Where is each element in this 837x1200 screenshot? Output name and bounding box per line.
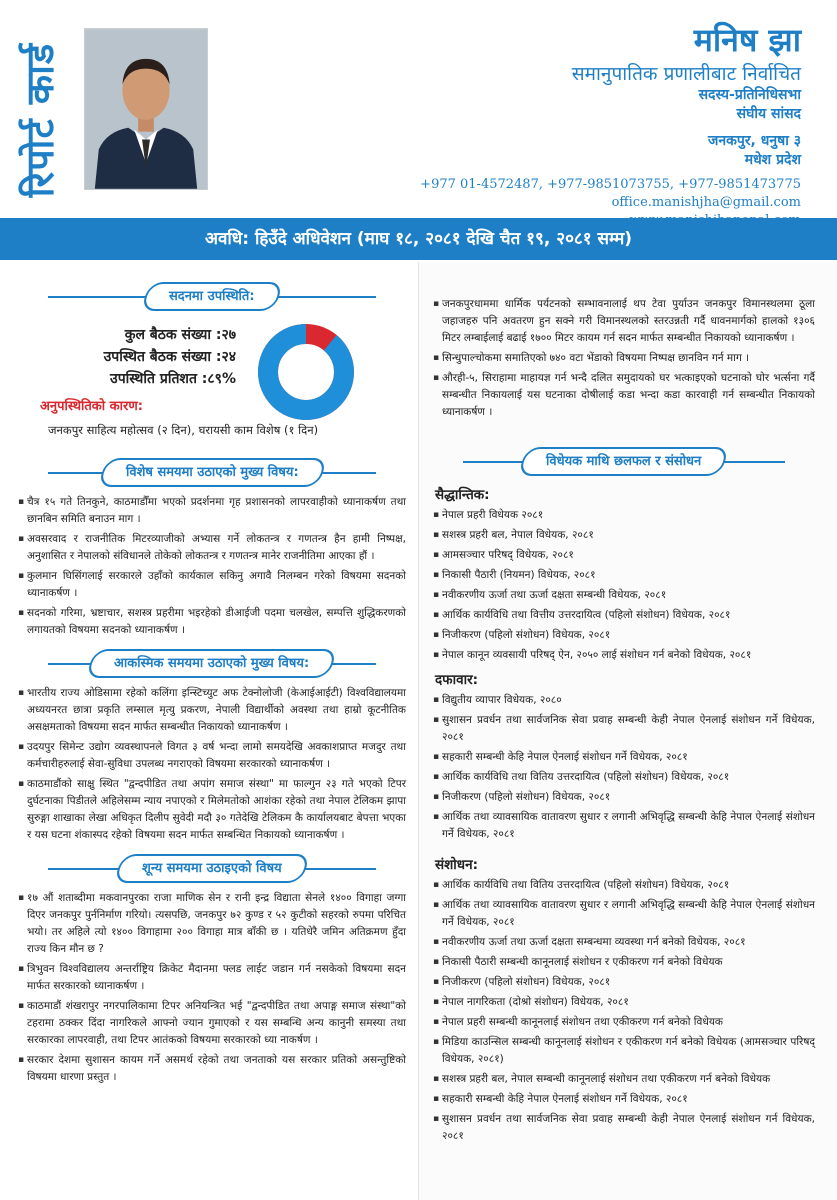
list-item: ▪ काठमाडौं शंखरापुर नगरपालिकामा टिपर अनियन्त्रित भई "द्वन्दपीडित तथा अपाङ्ग समाज संस्था"को टहरामा ठक्कर दिंदा नागरिकले आफ्नो ज्यान गुमाएको र यस सम्बन्धि अन्य कानुनी समस्या तथा सरकारका लापरवाही, तथा टिपर आतंकको विषयमा सरकारको ध्या नाकर्षण । <box>18 998 406 1049</box>
amend-bills-list <box>433 877 815 1145</box>
list-item: ▪ सशस्त्र प्रहरी बल, नेपाल विधेयक, २०८१ <box>433 527 815 544</box>
list-item: ▪ भारतीय राज्य ओडिसामा रहेको कलिंगा इन्स्टिच्युट अफ टेक्नोलोजी (केआईआईटी) विश्वविद्यालयमा अध्ययनरत छात्रा प्रकृति लम्साल मृत्यु प्रकरण, नेपाली विद्यार्थीको अवस्था तथा हाम्रो कूटनीतिक असक्षमताको विषयमा सदन मार्फत सम्बन्धीत निकायको ध्यानाकर्षण । <box>18 685 406 736</box>
urgent-time-title: आकस्मिक समयमा उठाएको मुख्य विषय: <box>86 649 339 678</box>
province: मधेश प्रदेश <box>744 152 801 168</box>
list-item: ▪ कुलमान घिसिंगलाई सरकारले उहाँको कार्यकाल सकिनु अगावै निलम्बन गरेको विषयमा सदनको ध्यानाकर्षण । <box>18 568 406 602</box>
mp-info <box>420 22 801 230</box>
list-item: ▪ चैत्र १५ गते तिनकुने, काठमाडौँमा भएको प्रदर्शनमा गृह प्रशासनको लापरवाहीको ध्यानाकर्षण तथा छानबिन समिति बनाउन माग । <box>18 494 406 528</box>
email-link[interactable]: office.manishjha@gmail.com <box>611 195 801 210</box>
list-item: ▪ आमसञ्चार परिषद् विधेयक, २०८१ <box>433 547 815 564</box>
list-item: ▪ सरकार देशमा सुशासन कायम गर्ने असमर्थ रहेको तथा जनताको यस सरकार प्रतिको असन्तुष्टिको विषयमा धारणा प्रस्तुत । <box>18 1052 406 1086</box>
total-meetings: कुल बैठक संख्या :२७ <box>124 327 236 343</box>
bills-heading <box>433 443 815 479</box>
list-item: ▪ सशस्त्र प्रहरी बल, नेपाल सम्बन्धी कानूनलाई संशोधन तथा एकीकरण गर्न बनेको विधेयक <box>433 1071 815 1088</box>
amend-heading: संशोधन: <box>435 857 478 873</box>
list-item: ▪ नेपाल प्रहरी विधेयक २०८१ <box>433 507 815 524</box>
election-type: समानुपातिक प्रणालीबाट निर्वाचित <box>571 63 801 85</box>
list-item: ▪ अवसरवाद र राजनीतिक मिटरव्याजीको अभ्यास गर्ने लोकतन्त्र र गणतन्त्र हैन हामी निष्पक्ष, अनुशासित र नेपालको संविधानले तोकेको लोकतन्त्र र गणतन्त्र मानेर राजनीतिमा आएका हौं । <box>18 531 406 565</box>
urgent-time-list <box>18 685 406 844</box>
mp-name: मनिष झा <box>693 21 801 59</box>
additional-issues-list <box>433 296 815 421</box>
bills-title: विधेयक माथि छलफल र संसोधन <box>518 447 731 476</box>
attendance-stats <box>26 324 236 390</box>
zero-time-list <box>18 890 406 1086</box>
theory-heading: सैद्धान्तिक: <box>435 487 490 503</box>
list-item: ▪ सुशासन प्रवर्धन तथा सार्वजनिक सेवा प्रवाह सम्बन्धी केही नेपाल ऐनलाई संशोधन गर्ने विधेयक, २०८१ <box>433 712 815 746</box>
attendance-donut <box>256 322 356 422</box>
right-column <box>418 262 837 1200</box>
special-time-heading <box>18 454 406 490</box>
attendance-heading <box>18 278 406 314</box>
list-item: ▪ निकासी पैठारी (नियमन) विधेयक, २०८१ <box>433 567 815 584</box>
list-item: ▪ नवीकरणीय ऊर्जा तथा ऊर्जा दक्षता सम्बन्धी विधेयक, २०८१ <box>433 587 815 604</box>
list-item: ▪ नेपाल नागरिकता (दोश्रो संशोधन) विधेयक, २०८१ <box>433 994 815 1011</box>
attendance-percent: उपस्थिति प्रतिशत :८९% <box>110 371 236 387</box>
list-item: ▪ निजीकरण (पहिलो संशोधन) विधेयक, २०८१ <box>433 627 815 644</box>
list-item: ▪ काठमाडौंको साक्षु स्थित "द्वन्दपीडित तथा अपांग समाज संस्था" मा फाल्गुन २३ गते भएको टिपर दुर्घटनाका पिडीतले अहिलेसम्म न्याय नपाएको र मिलेमतोको आशंका रहेको तथा नेपाल टेलिकम झापा सुरुङ्गा शाखाका लेखा अधिकृत दिलीप सुवेदी मदौ ३० गतेदेखि टेलिकम कै कार्यालयबाट बेपत्ता भएका र यस घटना शंकास्पद रहेको विषयमा सदन मार्फत सम्बन्धित निकायको ध्यानाकर्षण । <box>18 776 406 844</box>
list-item: ▪ नेपाल कानून व्यवसायी परिषद् ऐन, २०५० लाई संशोधन गर्न बनेको विधेयक, २०८१ <box>433 647 815 664</box>
list-item: ▪ आर्थिक कार्यविधि तथा वित्तीय उत्तरदायित्व (पहिलो संशोधन) विधेयक, २०८१ <box>433 607 815 624</box>
list-item: ▪ आर्थिक तथा व्यावसायिक वातावरण सुधार र लगानी अभिवृद्धि सम्बन्धी केहि नेपाल ऐनलाई संशोधन गर्ने विधेयक, २०८१ <box>433 809 815 843</box>
report-card-title-text: रिपोर्ट कार्ड <box>18 42 62 198</box>
report-card-title <box>8 30 70 210</box>
list-item: ▪ आर्थिक कार्यविधि तथा वितिय उत्तरदायित्व (पहिलो संशोधन) विधेयक, २०८१ <box>433 877 815 894</box>
present-meetings: उपस्थित बैठक संख्या :२४ <box>103 349 236 365</box>
phone-numbers[interactable]: +977 01-4572487, +977-9851073755, +977-9851473775 <box>420 177 801 192</box>
list-item: ▪ सुशासन प्रवर्धन तथा सार्वजनिक सेवा प्रवाह सम्बन्धी केही नेपाल ऐनलाई संशोधन गर्न विधेयक, २०८१ <box>433 1111 815 1145</box>
absence-reason-text: जनकपुर साहित्य महोत्सव (२ दिन), घरायसी काम विशेष (१ दिन) <box>48 423 319 437</box>
list-item: ▪ निकासी पैठारी सम्बन्धी कानूनलाई संशोधन र एकीकरण गर्न बनेको विधेयक <box>433 954 815 971</box>
clause-heading: दफावार: <box>435 672 478 688</box>
list-item: ▪ १७ औं शताब्दीमा मकवानपुरका राजा माणिक सेन र रानी इन्द्र विद्याता सेनले १४०० विगाहा जग्गा दिएर जनकपुर पुर्ननिर्माण गरियो। त्यसपछि, जनकपुर ७२ कुण्ड र ५२ कुटीको सहरको रुपमा परिचित भयो। तर अहिले त्यो १४०० विगाहामा २०० विगाहा मात्र बाँकी छ । यतिधेरै जमिन अतिक्रमण हुँदा राज्य किन मौन छ ? <box>18 890 406 958</box>
donut-present-slice <box>268 334 344 410</box>
list-item: ▪ नेपाल प्रहरी सम्बन्धी कानूनलाई संशोधन तथा एकीकरण गर्न बनेको विधेयक <box>433 1014 815 1031</box>
list-item: ▪ जनकपुरधाममा धार्मिक पर्यटनको सम्भावनालाई थप टेवा पुर्याउन जनकपुर विमानस्थलमा ठूला जहाजहरु पनि अवतरण हुन सक्ने गरी विमानस्थलको स्तरउन्नती गर्दै धावनमार्गको हालको १३०६ मिटर लम्बाईलाई बढाई १७०० मिटर कायम गर्न सदन मार्फत सम्बन्धीत निकायको ध्यानाकर्षण । <box>433 296 815 347</box>
urgent-time-heading <box>18 645 406 681</box>
attendance-title: सदनमा उपस्थिति: <box>141 282 284 311</box>
list-item: ▪ सहकारी सम्बन्धी केहि नेपाल ऐनलाई संशोधन गर्ने विधेयक, २०८१ <box>433 749 815 766</box>
portrait-photo <box>84 28 208 190</box>
constituency: जनकपुर, धनुषा ३ <box>707 133 801 149</box>
header <box>0 0 837 215</box>
list-item: ▪ आर्थिक कार्यविधि तथा वितिय उत्तरदायित्व (पहिलो संशोधन) विधेयक, २०८१ <box>433 769 815 786</box>
list-item: ▪ औरही-५, सिराहामा माहायज्ञ गर्न भन्दै दलित समुदायको घर भत्काइएको घटनाको घोर भर्त्सना गर्दै सम्बन्धीत निकायलाई यस घटनाका दोषीलाई कडा भन्दा कडा कारवाही गर्न सम्बन्धीत निकायको ध्यानाकर्षण । <box>433 370 815 421</box>
zero-time-title: शून्य समयमा उठाइएको विषय <box>113 854 310 883</box>
list-item: ▪ नवीकरणीय ऊर्जा तथा ऊर्जा दक्षता सम्बन्धमा व्यवस्था गर्न बनेको विधेयक, २०८१ <box>433 934 815 951</box>
list-item: ▪ आर्थिक तथा व्यावसायिक वातावरण सुधार र लगानी अभिवृद्धि सम्बन्धी केहि नेपाल ऐनलाई संशोधन गर्ने विधेयक, २०८१ <box>433 897 815 931</box>
list-item: ▪ उदयपुर सिमेन्ट उद्योग व्यवस्थापनले विगत ३ वर्ष भन्दा लामो समयदेखि अवकाशप्राप्त मजदुर तथा कर्मचारीहरुलाई सेवा-सुविधा उपलब्ध नगराएको विषयमा सरकारको ध्यानाकर्षण । <box>18 739 406 773</box>
absence-reason-label: अनुपस्थितिको कारण: <box>40 399 143 414</box>
attendance-block <box>18 318 406 448</box>
list-item: ▪ सदनको गरिमा, भ्रष्टाचार, सशस्त्र प्रहरीमा भइरहेको डीआईजी पदमा चलखेल, सम्पत्ति शुद्धिकरणको लगायतको विषयमा सदनको ध्यानाकर्षण । <box>18 605 406 639</box>
zero-time-heading <box>18 850 406 886</box>
list-item: ▪ निजीकरण (पहिलो संशोधन) विधेयक, २०८१ <box>433 974 815 991</box>
list-item: ▪ सहकारी सम्बन्धी केहि नेपाल ऐनलाई संशोधन गर्ने विधेयक, २०८१ <box>433 1091 815 1108</box>
special-time-list <box>18 494 406 639</box>
position-federal: संघीय सांसद <box>736 106 801 122</box>
list-item: ▪ सिन्धुपाल्चोकमा समातिएको ७४० वटा भेंडाको विषयमा निष्पक्ष छानविन गर्न माग । <box>433 350 815 367</box>
session-period: अवधि: हिउँदे अधिवेशन (माघ १८, २०८१ देखि चैत १९, २०८१ सम्म) <box>204 229 633 249</box>
position-member: सदस्य-प्रतिनिधिसभा <box>698 87 801 103</box>
portrait-illustration <box>85 29 207 189</box>
list-item: ▪ विद्युतीय व्यापार विधेयक, २०८० <box>433 692 815 709</box>
list-item: ▪ मिडिया काउन्सिल सम्बन्धी कानूनलाई संशोधन र एकीकरण गर्न बनेको विधेयक (आमसञ्चार परिषद् विधेयक, २०८१) <box>433 1034 815 1068</box>
clause-bills-list <box>433 692 815 843</box>
left-column <box>0 262 418 1200</box>
list-item: ▪ त्रिभुवन विश्वविद्यालय अन्तर्राष्ट्रिय क्रिकेट मैदानमा फ्लड लाईट जडान गर्न नसकेको विषयमा सदन मार्फत सरकारको ध्यानाकर्षण । <box>18 961 406 995</box>
special-time-title: विशेष समयमा उठाएको मुख्य विषय: <box>97 458 327 487</box>
list-item: ▪ निजीकरण (पहिलो संशोधन) विधेयक, २०८१ <box>433 789 815 806</box>
theory-bills-list <box>433 507 815 664</box>
